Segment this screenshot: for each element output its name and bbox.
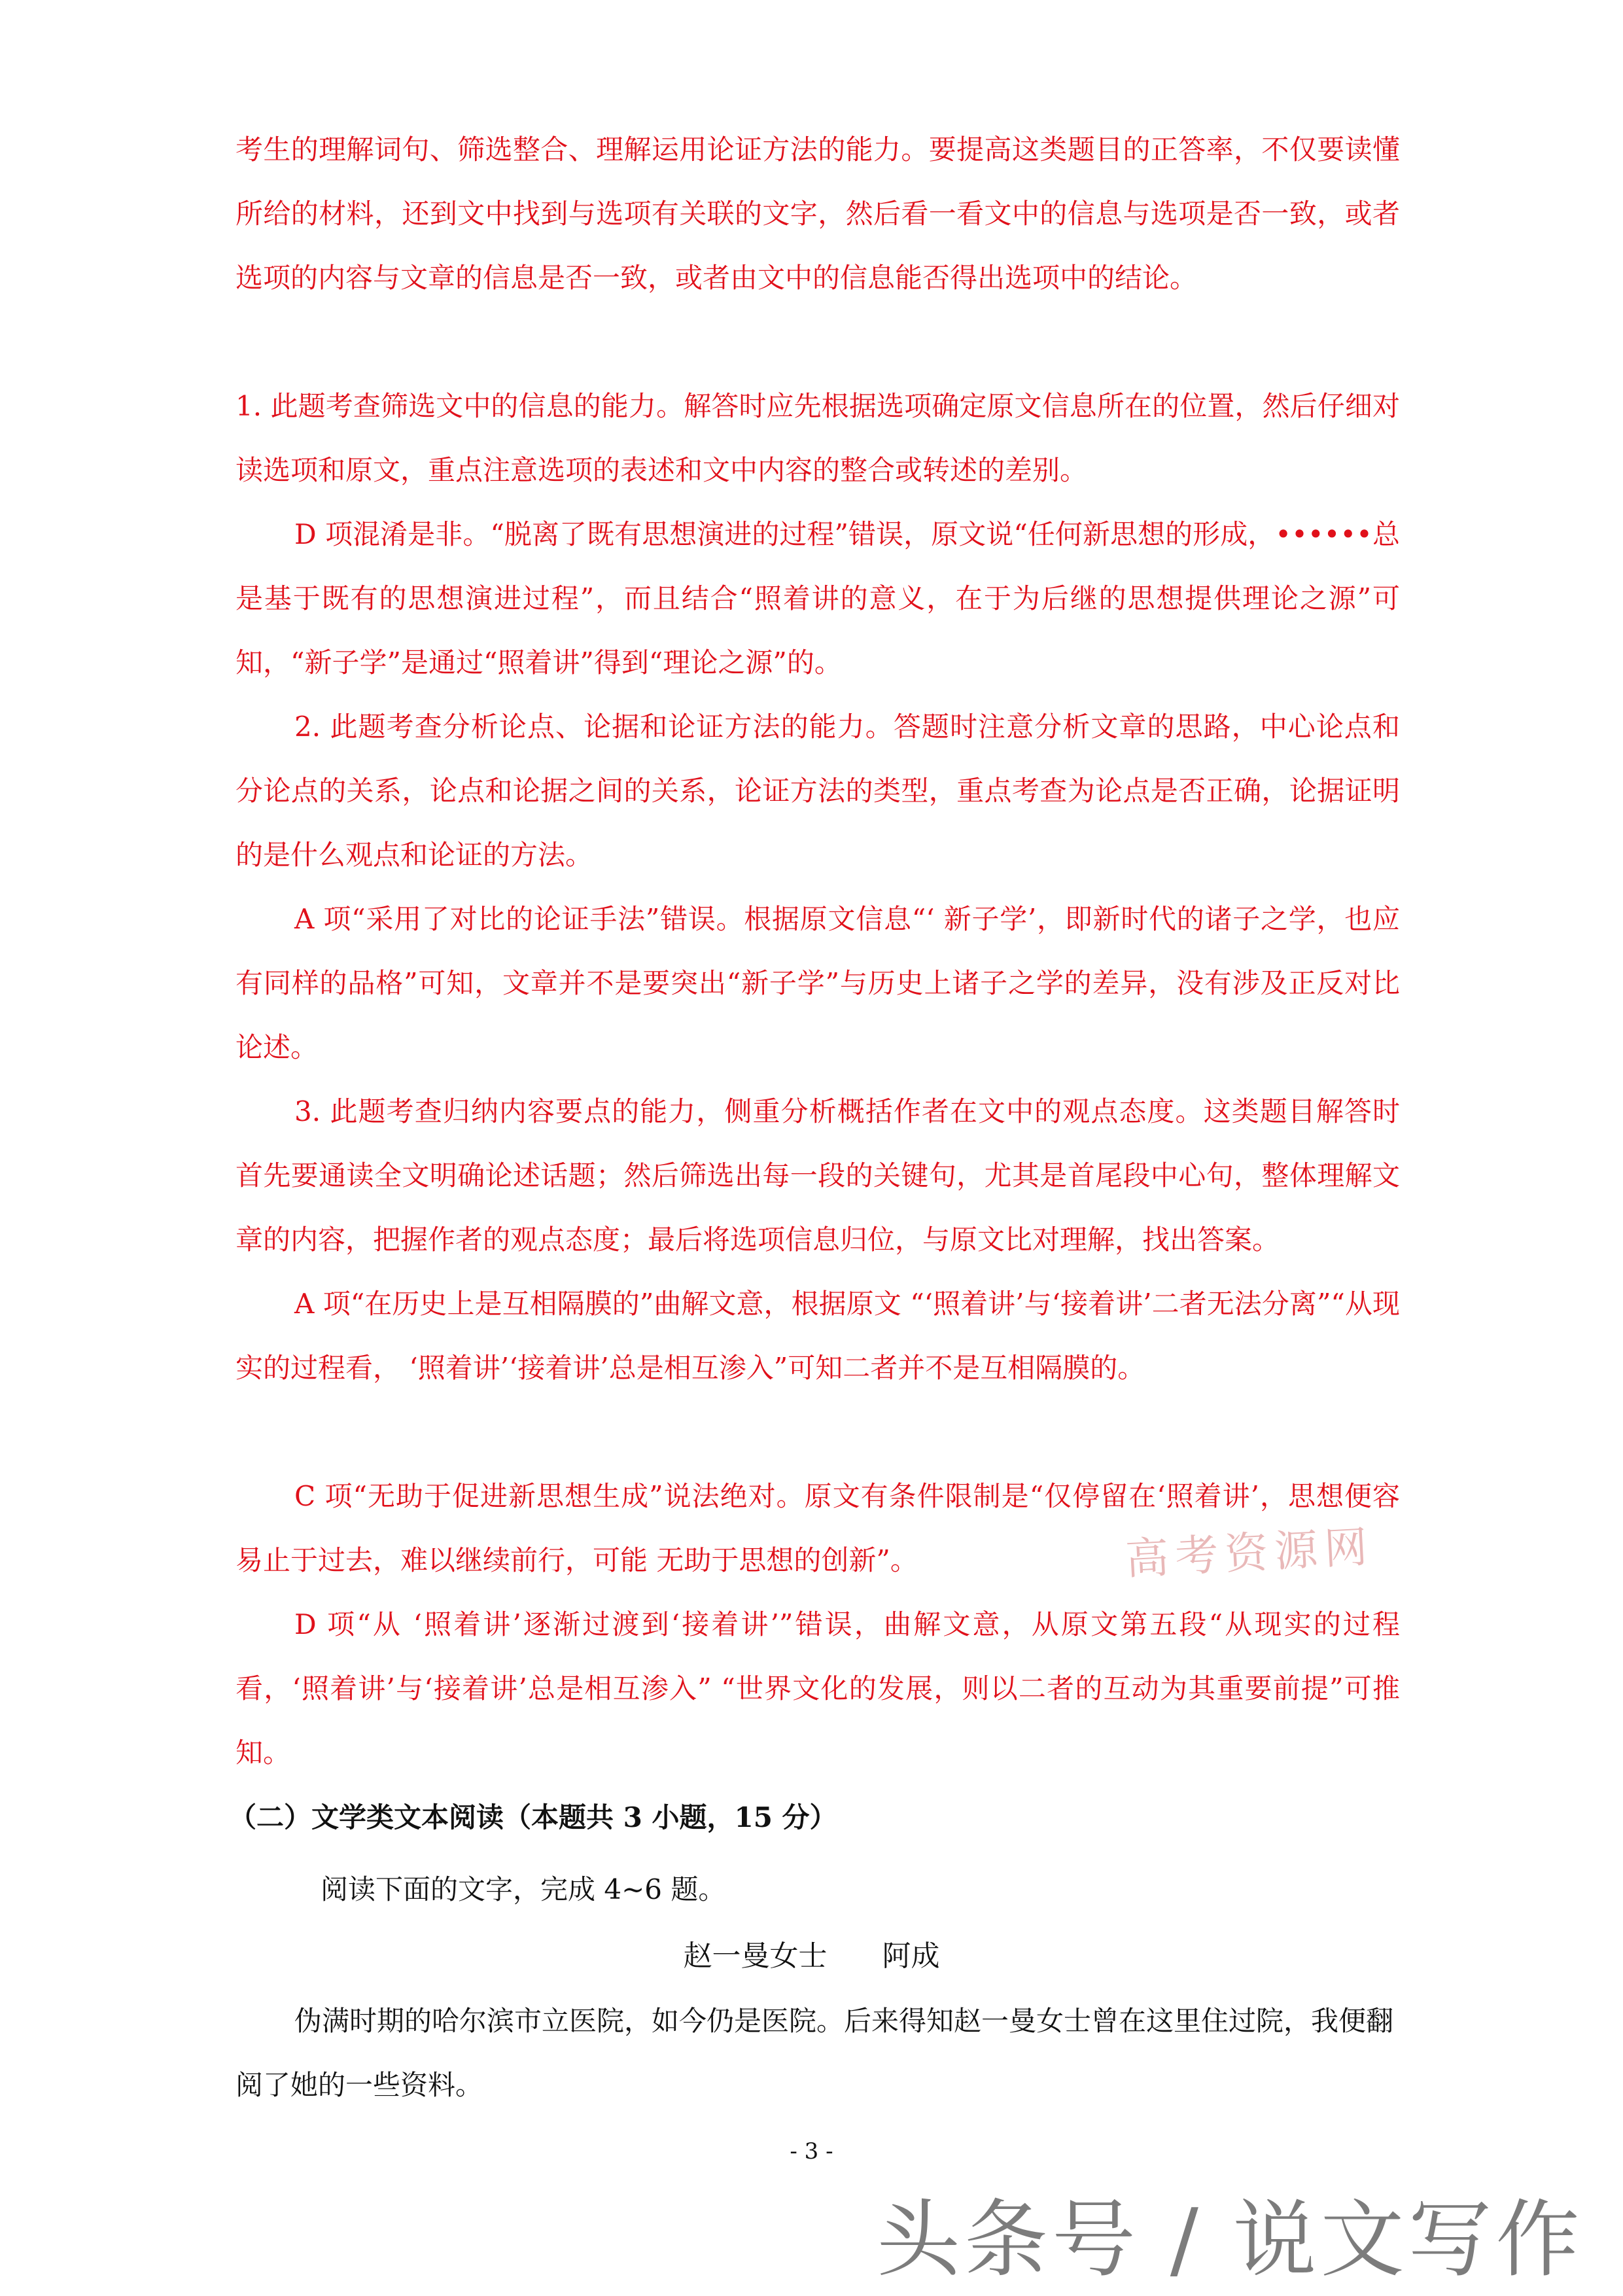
- answer-2-paragraph: 2. 此题考查分析论点、论据和论证方法的能力。答题时注意分析文章的思路，中心论点和分论点的关系，论点和论据之间的关系，论证方法的类型，重点考查为论点是否正确，论据证明的是什么观点和论证的方法。: [236, 711, 1400, 871]
- answer-intro-paragraph: 考生的理解词句、筛选整合、理解运用论证方法的能力。要提高这类题目的正答率，不仅要读懂所给的材料，还到文中找到与选项有关联的文字，然后看一看文中的信息与选项是否一致，或者选项的内容与文章的信息是否一致，或者由文中的信息能否得出选项中的结论。: [236, 133, 1400, 294]
- story-title: 赵一曼女士: [683, 1939, 828, 1973]
- answer-3-option-a-paragraph: A 项“在历史上是互相隔膜的”曲解文意，根据原文 “‘照着讲’与‘接着讲’二者无法分离”“从现实的过程看， ‘照着讲’‘接着讲’总是相互渗入”可知二者并不是互相隔膜的。: [236, 1288, 1400, 1384]
- section-heading: （二）文学类文本阅读（本题共 3 小题，15 分）: [229, 1801, 837, 1833]
- answer-2-option-a-paragraph: A 项“采用了对比的论证手法”错误。根据原文信息“‘ 新子学’，即新时代的诸子之学，也应有同样的品格”可知，文章并不是要突出“新子学”与历史上诸子之学的差异，没有涉及正反对比论述。: [236, 903, 1400, 1063]
- page-number: - 3 -: [790, 2138, 833, 2164]
- platform-watermark: 头条号 / 说文写作: [877, 2191, 1584, 2289]
- story-author: 阿成: [882, 1939, 940, 1973]
- source-stamp-watermark: 高考资源网: [1124, 1521, 1376, 1585]
- answer-1-option-d-paragraph: D 项混淆是非。“脱离了既有思想演进的过程”错误，原文说“任何新思想的形成，••••••总是基于既有的思想演进过程”，而且结合“照着讲的意义，在于为后继的思想提供理论之源”可知，“新子学”是通过“照着讲”得到“理论之源”的。: [236, 518, 1400, 679]
- answer-3-option-c-paragraph: C 项“无助于促进新思想生成”说法绝对。原文有条件限制是“仅停留在‘照着讲’，思想便容易止于过去，难以继续前行，可能 无助于思想的创新”。: [236, 1480, 1400, 1576]
- story-paragraph: 伪满时期的哈尔滨市立医院，如今仍是医院。后来得知赵一曼女士曾在这里住过院，我便翻阅了她的一些资料。: [236, 2005, 1394, 2101]
- answer-3-paragraph: 3. 此题考查归纳内容要点的能力，侧重分析概括作者在文中的观点态度。这类题目解答时首先要通读全文明确论述话题；然后筛选出每一段的关键句，尤其是首尾段中心句，整体理解文章的内容，把握作者的观点态度；最后将选项信息归位，与原文比对理解，找出答案。: [236, 1095, 1400, 1256]
- story-title-line: [0, 1937, 1623, 1976]
- answer-1-paragraph: 1. 此题考查筛选文中的信息的能力。解答时应先根据选项确定原文信息所在的位置，然后仔细对读选项和原文，重点注意选项的表述和文中内容的整合或转述的差别。: [236, 390, 1400, 486]
- reading-instruction: 阅读下面的文字，完成 4~6 题。: [321, 1873, 726, 1905]
- answer-3-option-d-paragraph: D 项“从 ‘照着讲’逐渐过渡到‘接着讲’”错误，曲解文意，从原文第五段“从现实的过程看，‘照着讲’与‘接着讲’总是相互渗入” “世界文化的发展，则以二者的互动为其重要前提”可推知。: [236, 1608, 1400, 1769]
